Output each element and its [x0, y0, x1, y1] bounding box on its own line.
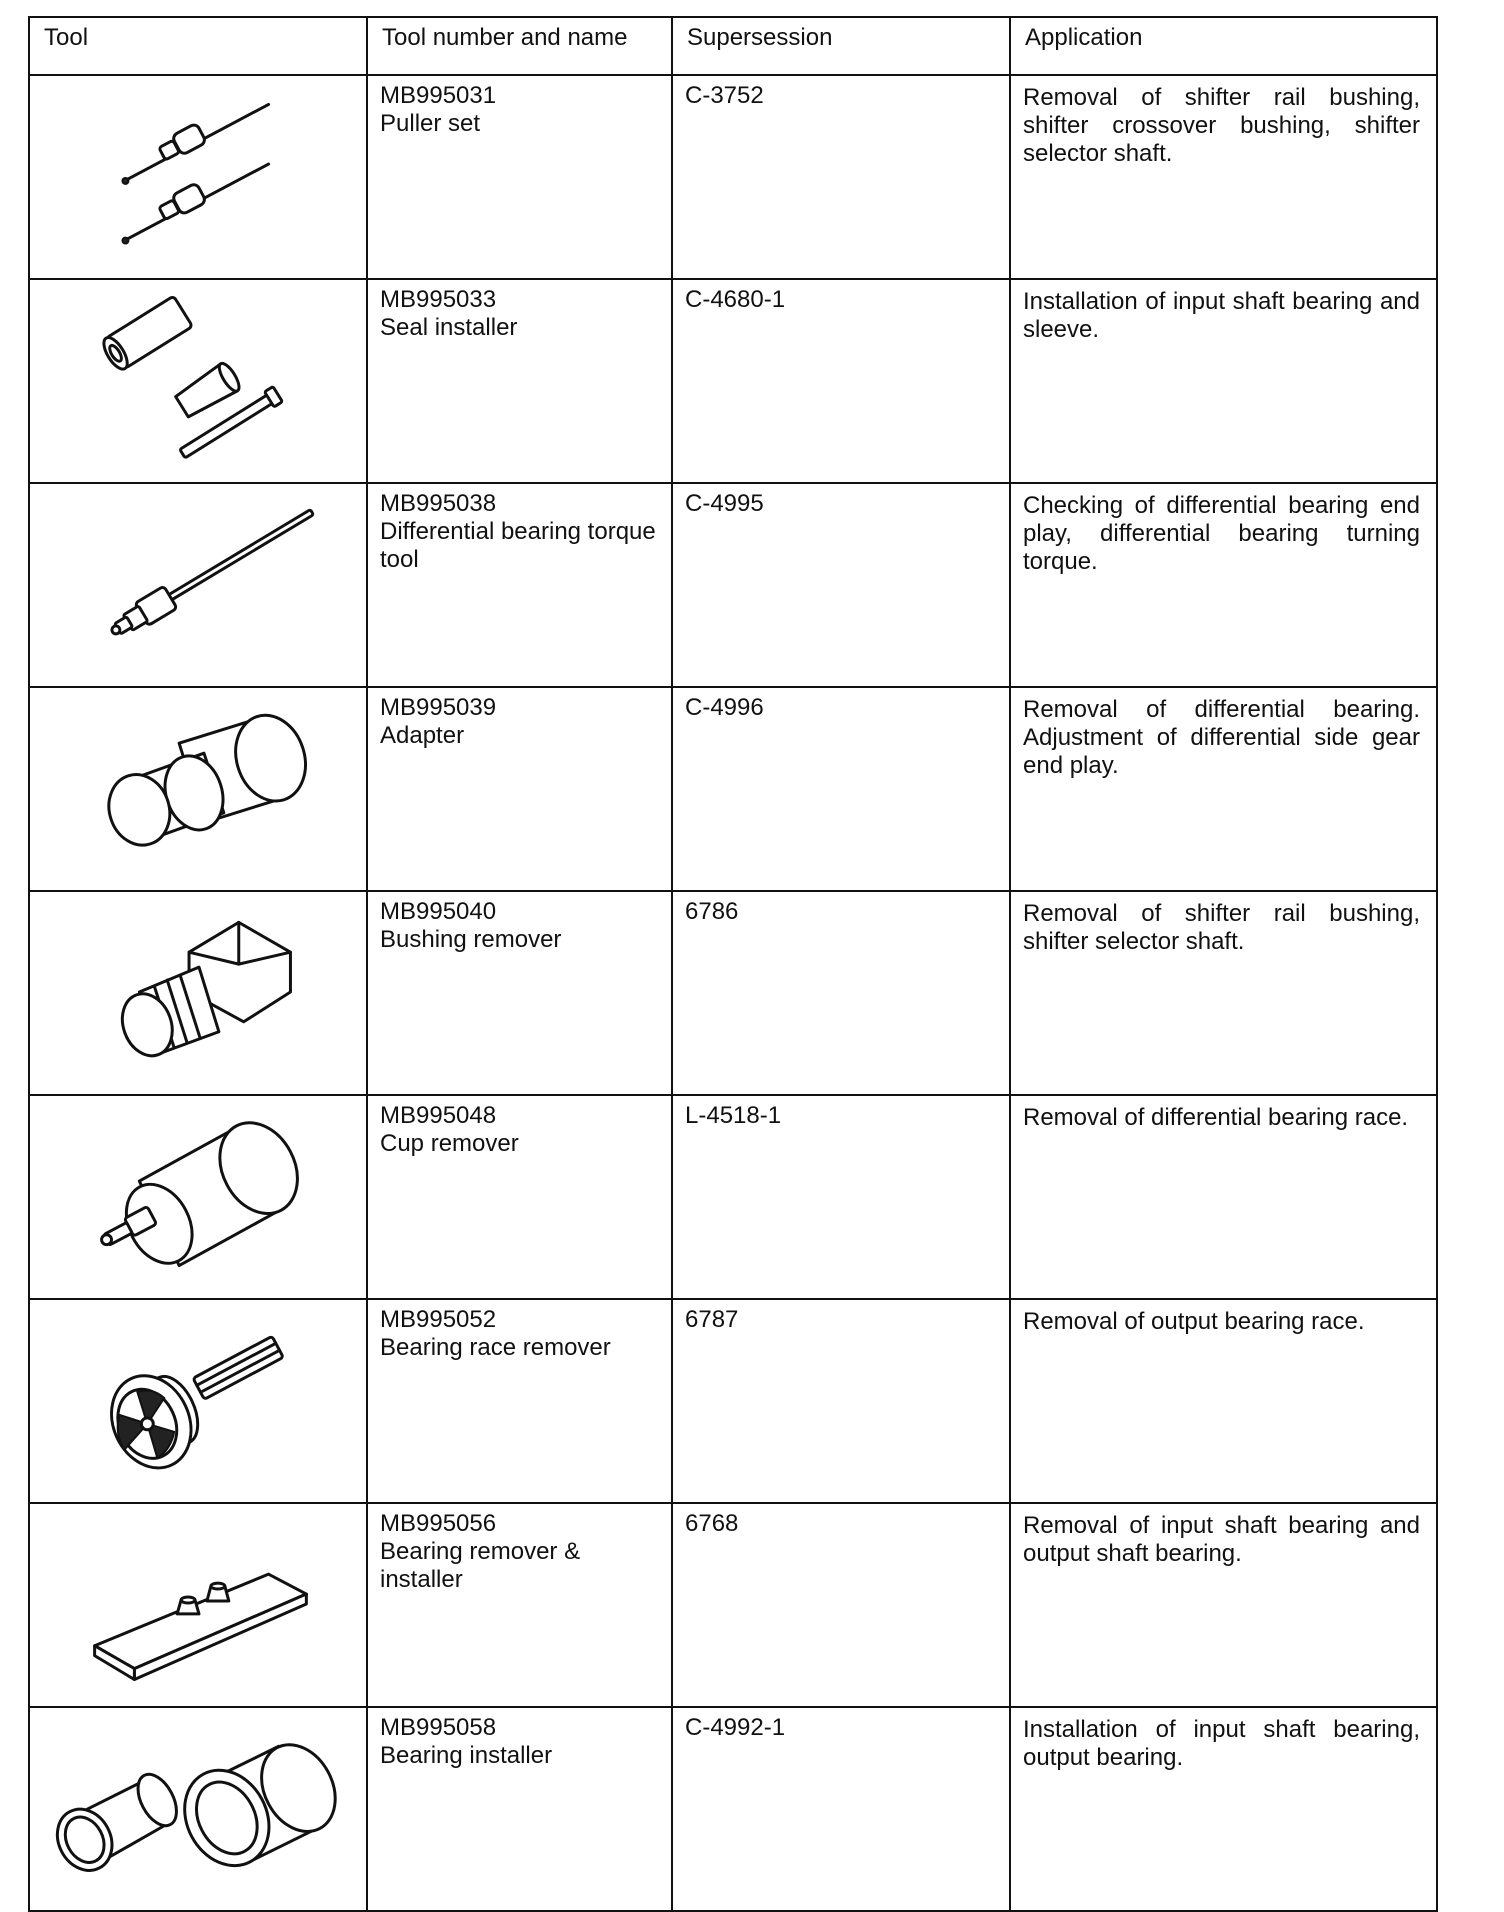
tool-name: Bearing installer: [380, 1742, 553, 1769]
tool-number-name-cell: [367, 891, 672, 1095]
header-tool: Tool: [29, 17, 367, 75]
application-cell: Removal of output bearing race.: [1010, 1299, 1437, 1503]
seal-installer-icon: [30, 280, 366, 468]
tool-name: Bearing race remover: [380, 1334, 611, 1361]
tool-illustration-cell: [29, 75, 367, 279]
table-row: [29, 279, 1437, 483]
torque-tool-icon: [30, 484, 366, 672]
table-row: [29, 1503, 1437, 1707]
table-row: [29, 1095, 1437, 1299]
tool-number: MB995058: [380, 1714, 497, 1741]
supersession-cell: C-4996: [672, 687, 1010, 891]
tool-name: Puller set: [380, 110, 481, 137]
tool-illustration-cell: [29, 687, 367, 891]
tool-number-name-cell: [367, 483, 672, 687]
header-supersession: Supersession: [672, 17, 1010, 75]
puller-set-icon: [30, 76, 366, 264]
tool-illustration-cell: [29, 1707, 367, 1911]
supersession-cell: 6787: [672, 1299, 1010, 1503]
tool-illustration-cell: [29, 891, 367, 1095]
supersession-cell: 6786: [672, 891, 1010, 1095]
tool-number: MB995033: [380, 286, 497, 313]
tool-name: Adapter: [380, 722, 465, 749]
tool-number-name-cell: [367, 1503, 672, 1707]
tool-number: MB995039: [380, 694, 497, 721]
application-cell: Removal of input shaft bearing and output shaft bearing.: [1010, 1503, 1437, 1707]
application-cell: Removal of differential bearing race.: [1010, 1095, 1437, 1299]
tool-illustration-cell: [29, 279, 367, 483]
tool-name: Differential bearing torque tool: [380, 518, 656, 573]
tool-name: Bearing remover & installer: [380, 1538, 581, 1593]
tool-number-name-cell: [367, 75, 672, 279]
special-tools-table: [28, 16, 1438, 1912]
table-row: [29, 483, 1437, 687]
application-cell: Removal of shifter rail bushing, shifter selector shaft.: [1010, 891, 1437, 1095]
table-row: [29, 75, 1437, 279]
table-row: [29, 687, 1437, 891]
tool-illustration-cell: [29, 1503, 367, 1707]
application-cell: Removal of differential bearing. Adjustment of differential side gear end play.: [1010, 687, 1437, 891]
tool-number: MB995056: [380, 1510, 497, 1537]
cup-remover-icon: [30, 1096, 366, 1284]
bearing-installer-icon: [30, 1708, 366, 1896]
tool-number-name-cell: [367, 1707, 672, 1911]
tool-number-name-cell: [367, 687, 672, 891]
tool-number: MB995038: [380, 490, 497, 517]
application-cell: Checking of differential bearing end play, differential bearing turning torque.: [1010, 483, 1437, 687]
tool-number-name-cell: [367, 279, 672, 483]
supersession-cell: 6768: [672, 1503, 1010, 1707]
tool-number: MB995040: [380, 898, 497, 925]
supersession-cell: C-4992-1: [672, 1707, 1010, 1911]
tool-illustration-cell: [29, 1299, 367, 1503]
special-tools-page: [28, 16, 1436, 1772]
supersession-cell: C-3752: [672, 75, 1010, 279]
supersession-cell: C-4995: [672, 483, 1010, 687]
tool-name: Bushing remover: [380, 926, 562, 953]
header-tool-number-and-name: Tool number and name: [367, 17, 672, 75]
tool-number-name-cell: [367, 1299, 672, 1503]
tool-name: Seal installer: [380, 314, 518, 341]
header-application: Application: [1010, 17, 1437, 75]
table-header-row: [29, 17, 1437, 75]
bearing-remover-installer-icon: [30, 1504, 366, 1692]
tool-number-name-cell: [367, 1095, 672, 1299]
table-row: [29, 891, 1437, 1095]
table-row: [29, 1707, 1437, 1911]
tool-name: Cup remover: [380, 1130, 519, 1157]
supersession-cell: C-4680-1: [672, 279, 1010, 483]
bearing-race-remover-icon: [30, 1300, 366, 1488]
tool-illustration-cell: [29, 1095, 367, 1299]
application-cell: Removal of shifter rail bushing, shifter crossover bushing, shifter selector shaft.: [1010, 75, 1437, 279]
table-row: [29, 1299, 1437, 1503]
tool-number: MB995031: [380, 82, 497, 109]
tool-number: MB995048: [380, 1102, 497, 1129]
application-cell: Installation of input shaft bearing, output bearing.: [1010, 1707, 1437, 1911]
application-cell: Installation of input shaft bearing and sleeve.: [1010, 279, 1437, 483]
tool-number: MB995052: [380, 1306, 497, 1333]
adapter-icon: [30, 688, 366, 876]
supersession-cell: L-4518-1: [672, 1095, 1010, 1299]
tool-illustration-cell: [29, 483, 367, 687]
bushing-remover-icon: [30, 892, 366, 1080]
